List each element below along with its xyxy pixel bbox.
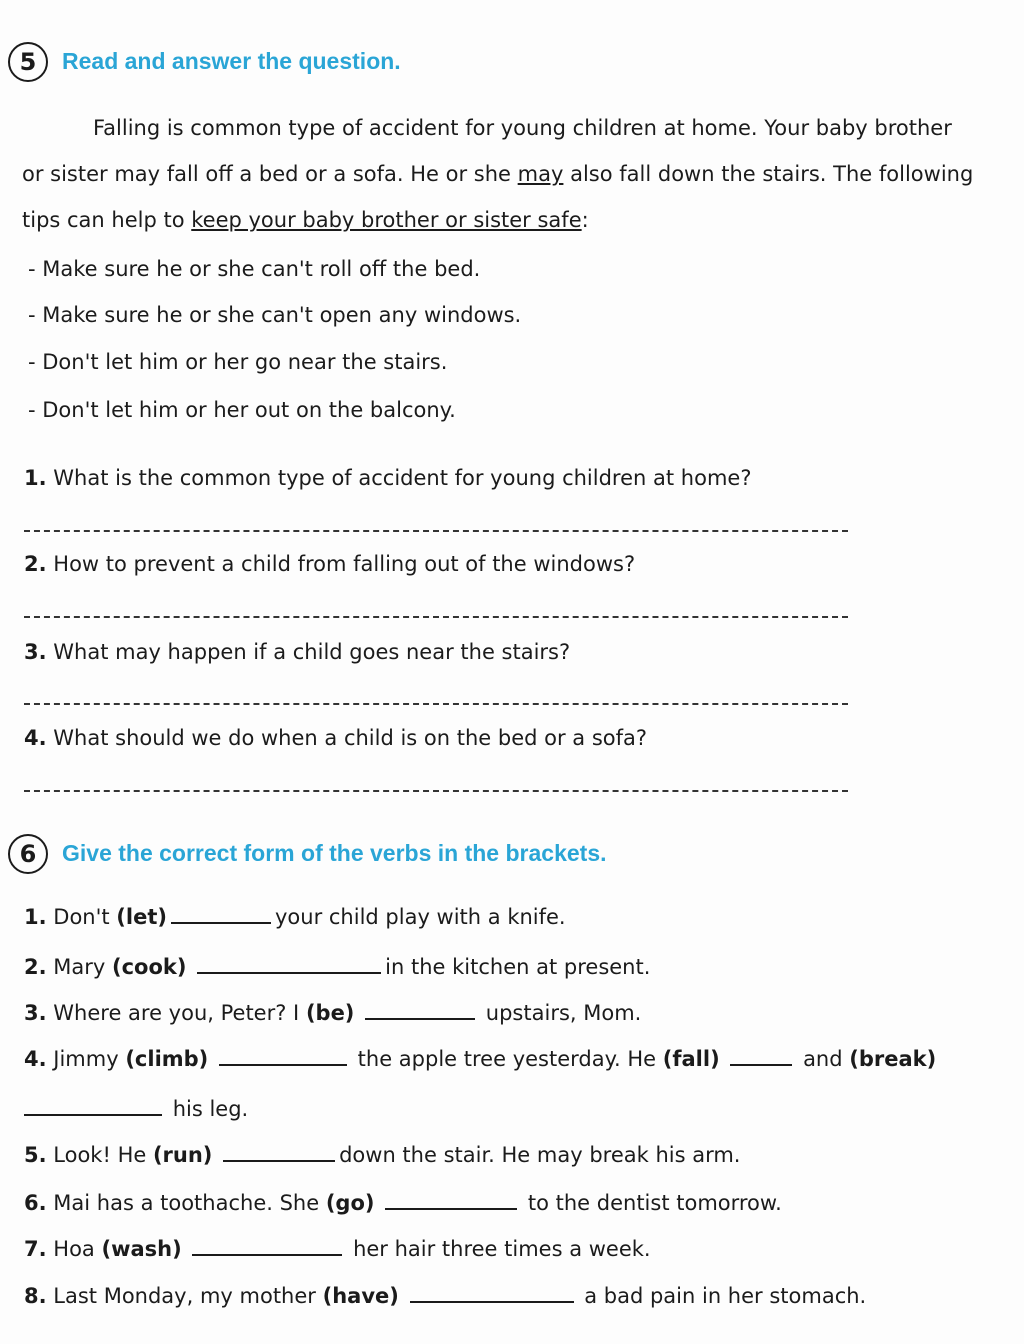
verb-item-2: 2. Mary (cook) in the kitchen at present. xyxy=(24,955,651,979)
para-line-1: Falling is common type of accident for young children at home. Your baby brother xyxy=(93,116,952,140)
blank-3[interactable] xyxy=(365,1000,475,1020)
blank-1[interactable] xyxy=(171,904,271,924)
question-4: 4. What should we do when a child is on the bed or a sofa? xyxy=(24,726,648,750)
answer-line-3[interactable] xyxy=(24,703,848,705)
question-1: 1. What is the common type of accident for young children at home? xyxy=(24,466,752,490)
blank-6[interactable] xyxy=(385,1190,517,1210)
section-6-title: Give the correct form of the verbs in the brackets. xyxy=(62,840,607,866)
blank-2[interactable] xyxy=(197,954,381,974)
verb-item-3: 3. Where are you, Peter? I (be) upstairs, Mom. xyxy=(24,1001,642,1025)
blank-5[interactable] xyxy=(223,1142,335,1162)
tip-2: - Make sure he or she can't open any windows. xyxy=(28,303,522,327)
answer-line-4[interactable] xyxy=(24,790,848,792)
verb-item-4-cont: his leg. xyxy=(24,1096,248,1121)
blank-4c[interactable] xyxy=(24,1096,162,1116)
verb-item-6: 6. Mai has a toothache. She (go) to the dentist tomorrow. xyxy=(24,1191,782,1215)
blank-8[interactable] xyxy=(410,1283,574,1303)
blank-4a[interactable] xyxy=(219,1046,347,1066)
section-5-title: Read and answer the question. xyxy=(62,48,401,74)
answer-line-1[interactable] xyxy=(24,530,848,532)
answer-line-2[interactable] xyxy=(24,616,848,618)
tip-3: - Don't let him or her go near the stairs. xyxy=(28,350,448,374)
blank-4b[interactable] xyxy=(730,1046,792,1066)
verb-item-7: 7. Hoa (wash) her hair three times a week. xyxy=(24,1237,651,1261)
question-3: 3. What may happen if a child goes near the stairs? xyxy=(24,640,571,664)
verb-item-4: 4. Jimmy (climb) the apple tree yesterday. He (fall) and (break) xyxy=(24,1047,937,1071)
question-2: 2. How to prevent a child from falling out of the windows? xyxy=(24,552,636,576)
verb-item-8: 8. Last Monday, my mother (have) a bad pain in her stomach. xyxy=(24,1284,867,1308)
para-line-3: tips can help to keep your baby brother or sister safe: xyxy=(22,208,589,232)
verb-item-1: 1. Don't (let) your child play with a knife. xyxy=(24,905,566,929)
para-line-2: or sister may fall off a bed or a sofa. He or she may also fall down the stairs. The following xyxy=(22,162,974,186)
tip-4: - Don't let him or her out on the balcony. xyxy=(28,398,456,422)
section-5-number: 5 xyxy=(8,42,48,82)
tip-1: - Make sure he or she can't roll off the bed. xyxy=(28,257,481,281)
verb-item-5: 5. Look! He (run) down the stair. He may break his arm. xyxy=(24,1143,741,1167)
blank-7[interactable] xyxy=(192,1236,342,1256)
section-6-number: 6 xyxy=(8,834,48,874)
